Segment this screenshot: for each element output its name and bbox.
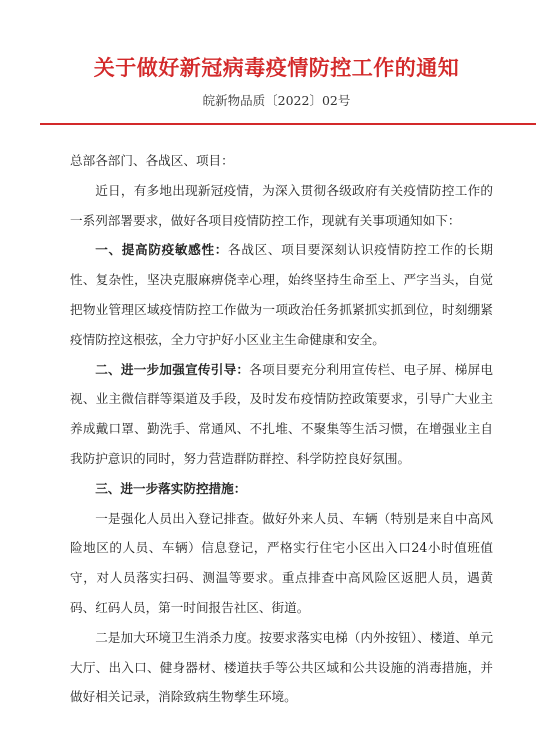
measure-1-paragraph: 一是强化人员出入登记排查。做好外来人员、车辆（特别是来自中高风险地区的人员、车辆）信息登记，严格实行住宅小区出入口24小时值班值守，对人员落实扫码、测温等要求。重点排查中高风险区返肥人员，遇黄码、红码人员，第一时间报告社区、街道。 [70, 510, 493, 615]
section-1-heading: 一、提高防疫敏感性： [95, 242, 229, 258]
intro-paragraph: 近日，有多地出现新冠疫情，为深入贯彻各级政府有关疫情防控工作的一系列部署要求，做好各项目疫情防控工作，现就有关事项通知如下： [70, 182, 493, 228]
section-2-heading: 二、进一步加强宣传引导： [95, 361, 250, 377]
red-divider-line [40, 123, 536, 125]
section-2-paragraph [70, 355, 493, 474]
section-1-text: 各战区、项目要深刻认识疫情防控工作的长期性、复杂性，坚决克服麻痹侥幸心理，始终坚持生命至上、严字当头，自觉把物业管理区域疫情防控工作做为一项政治任务抓紧抓实抓到位，时刻绷紧疫情防控这根弦，全力守护好小区业主生命健康和安全。 [70, 242, 494, 347]
section-3-paragraph [70, 474, 493, 504]
document-body [70, 146, 493, 712]
document-number: 皖新物品质〔2022〕02号 [202, 93, 351, 108]
measure-2-paragraph: 二是加大环境卫生消杀力度。按要求落实电梯（内外按钮）、楼道、单元大厅、出入口、健身器材、楼道扶手等公共区域和公共设施的消毒措施，并做好相关记录，消除致病生物孳生环境。 [70, 629, 493, 705]
section-3-heading: 三、进一步落实防控措施： [95, 480, 247, 496]
document-title: 关于做好新冠病毒疫情防控工作的通知 [93, 56, 460, 80]
salutation: 总部各部门、各战区、项目： [70, 153, 234, 168]
section-2-text: 各项目要充分利用宣传栏、电子屏、梯屏电视、业主微信群等渠道及手段，及时发布疫情防控政策要求，引导广大业主养成戴口罩、勤洗手、常通风、不扎堆、不聚集等生活习惯，在增强业主自我防护意识的同时，努力营造群防群控、科学防控良好氛围。 [70, 361, 494, 466]
section-1-paragraph [70, 235, 493, 354]
